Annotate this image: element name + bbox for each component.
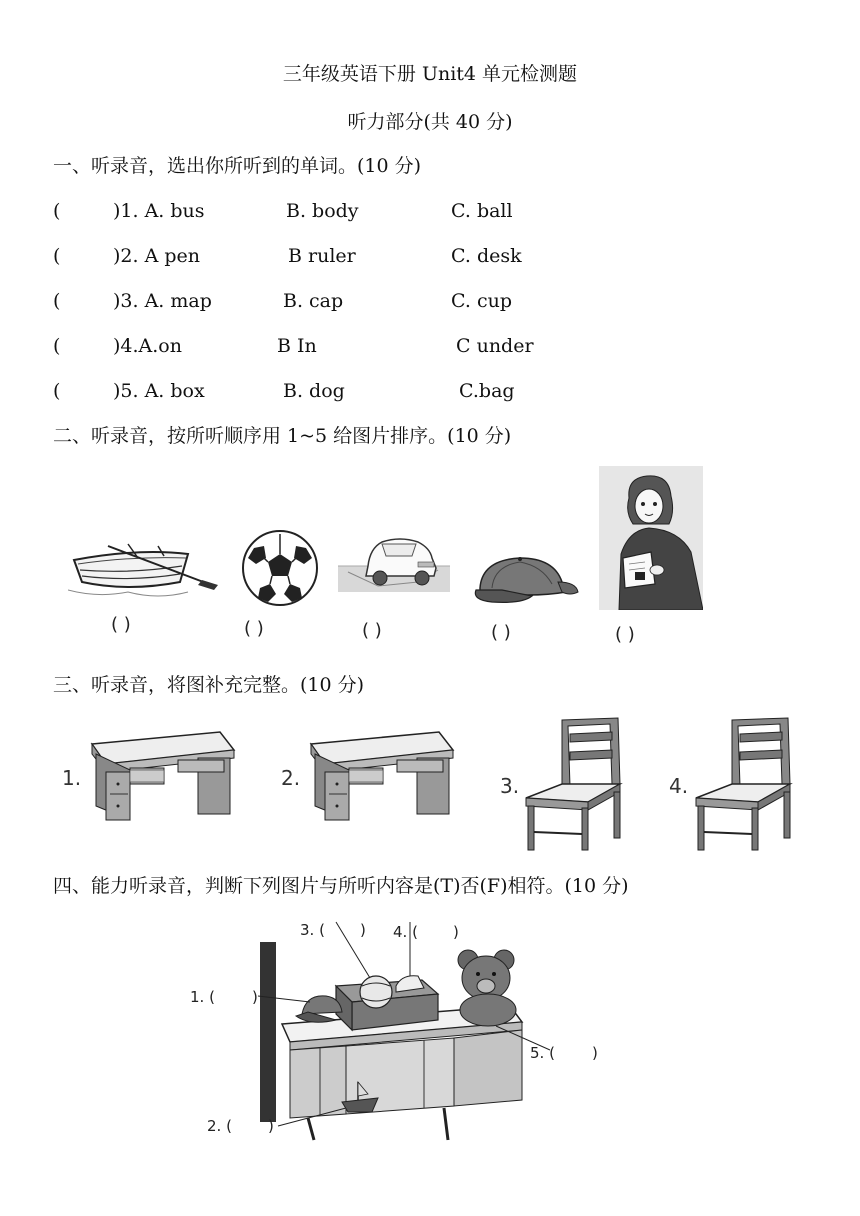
tf-blank-label: 1. (	[190, 988, 215, 1006]
ball-picture	[240, 528, 320, 608]
tf-blank-close[interactable]: )	[453, 923, 459, 941]
option-b: B. dog	[283, 380, 345, 402]
option-a: )4.A.on	[113, 335, 182, 357]
cap-picture	[472, 552, 580, 606]
tf-blank-label: 2. (	[207, 1117, 232, 1135]
order-blank[interactable]: ( )	[362, 620, 382, 641]
section-4-heading: 四、能力听录音，判断下列图片与所听内容是(T)否(F)相符。(10 分)	[53, 875, 629, 897]
tf-blank-label: 4. (	[393, 923, 418, 941]
tf-blank-close[interactable]: )	[360, 921, 366, 939]
answer-blank[interactable]: (	[53, 245, 61, 267]
room-scene-picture	[170, 914, 620, 1152]
order-blank[interactable]: ( )	[491, 622, 511, 643]
option-b: B. body	[286, 200, 359, 222]
option-c: C under	[456, 335, 534, 357]
option-b: B In	[277, 335, 317, 357]
page-subtitle: 听力部分(共 40 分)	[347, 111, 513, 133]
figure-label: 2.	[281, 766, 301, 790]
answer-blank[interactable]: (	[53, 290, 61, 312]
answer-blank[interactable]: (	[53, 380, 61, 402]
desk-picture	[309, 730, 455, 822]
answer-blank[interactable]: (	[53, 335, 61, 357]
section-3-heading: 三、听录音，将图补充完整。(10 分)	[53, 674, 365, 696]
chair-picture	[692, 716, 796, 852]
section-2-heading: 二、听录音，按所听顺序用 1~5 给图片排序。(10 分)	[53, 425, 512, 447]
tf-blank-close[interactable]: )	[592, 1044, 598, 1062]
section-1-heading: 一、听录音，选出你所听到的单词。(10 分)	[53, 155, 422, 177]
option-c: C. desk	[451, 245, 522, 267]
answer-blank[interactable]: (	[53, 200, 61, 222]
option-b: B. cap	[283, 290, 344, 312]
option-b: B ruler	[288, 245, 356, 267]
girl-reading-picture	[599, 466, 703, 610]
page-title: 三年级英语下册 Unit4 单元检测题	[282, 63, 578, 85]
option-c: C. cup	[451, 290, 512, 312]
order-blank[interactable]: ( )	[244, 618, 264, 639]
option-a: )3. A. map	[113, 290, 212, 312]
figure-label: 3.	[500, 774, 520, 798]
tf-blank-label: 3. (	[300, 921, 325, 939]
option-c: C. ball	[451, 200, 513, 222]
option-a: )5. A. box	[113, 380, 205, 402]
option-c: C.bag	[459, 380, 515, 402]
order-blank[interactable]: ( )	[615, 624, 635, 645]
desk-picture	[90, 730, 236, 822]
figure-label: 4.	[669, 774, 689, 798]
tf-blank-close[interactable]: )	[268, 1117, 274, 1135]
option-a: )1. A. bus	[113, 200, 205, 222]
chair-picture	[522, 716, 626, 852]
order-blank[interactable]: ( )	[111, 614, 131, 635]
boat-picture	[68, 530, 220, 610]
car-picture	[338, 522, 450, 594]
tf-blank-label: 5. (	[530, 1044, 555, 1062]
figure-label: 1.	[62, 766, 82, 790]
option-a: )2. A pen	[113, 245, 200, 267]
tf-blank-close[interactable]: )	[252, 988, 258, 1006]
